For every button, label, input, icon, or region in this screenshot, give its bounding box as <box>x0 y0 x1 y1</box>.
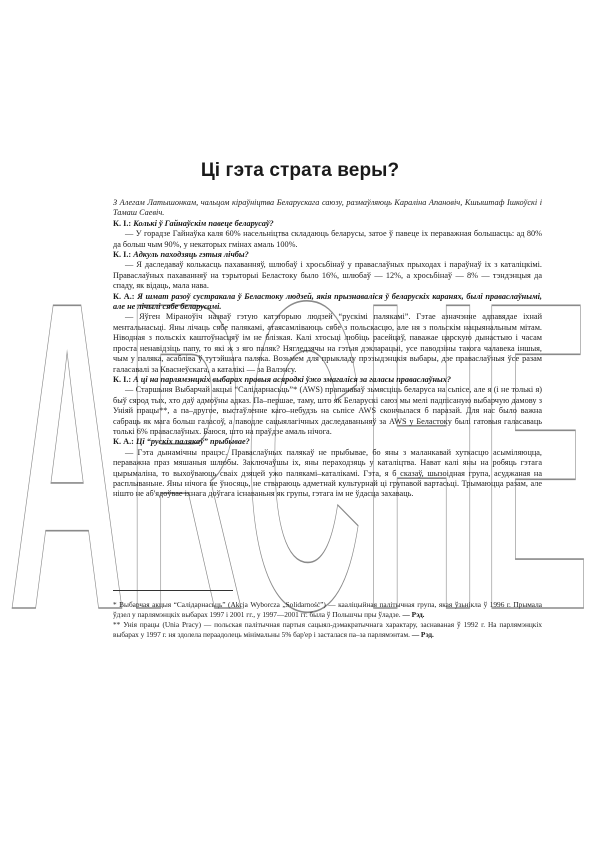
question-text: Ці “рускіх палякаў” прыбывае? <box>135 437 250 447</box>
answer-1: — У горадзе Гайнаўка каля 60% насельніцтва складаюць беларусы, затое ў павеце іх пераважная большасць: ад 80% да больш чым 90%, у некаторых гмінах амаль 100%. <box>113 229 542 249</box>
question-5 <box>113 437 542 447</box>
question-2 <box>113 250 542 260</box>
question-4 <box>113 375 542 385</box>
speaker: К. А.: <box>113 437 134 447</box>
answer-3: — Яўген Міраноўіч назваў гэтую катэгорыю людзей “рускімі палякамі”. Гэтае азначэнне адпавядае іхнай ментальнасьці. Яны лічаць сябе палякамі, атаясамліваюць сябе з польскасцю, але ня з польскім нацыянальным мітам. Ніводная з польскіх каштоўнасцяў ім не блізкая. Калі хтосьці любіць расейцаў, паважае царскую дынастыю і часам проста ненавідзіць папу, то які ж з яго паляк? Нягледзячы на гэтыя дэкларацыі, усе паводзіны такога чалавека іншыя, чым у паляка, асабліва ў тутэйшага паляка. Возьмем для прыкладу прэзыдэнцкія выбары, дзе праваслаўныя ўсе разам галасавалі за Кваснеўскага, а каталікі — за Валэнсу. <box>113 312 542 374</box>
question-text: А ці на парлямэнцкіх выбарах правыя асяродкі ўжо змагаліся за галасы праваслаўных? <box>133 374 452 384</box>
question-text: Адкуль паходзяць гэтыя лічбы? <box>133 250 249 260</box>
article-title: Ці гэта страта веры? <box>200 160 400 181</box>
question-text: Колькі ў Гайнаўскім павеце беларусаў? <box>133 218 274 228</box>
question-3 <box>113 292 542 313</box>
speaker: К. І.: <box>113 374 132 384</box>
question-1 <box>113 219 542 229</box>
editor-signature: — Рэд. <box>402 609 425 619</box>
speaker: К. А.: <box>113 291 135 301</box>
editor-signature: — Рэд. <box>411 629 434 639</box>
answer-2: — Я даследаваў колькасць пахаванняў, шлюбаў і хросьбінаў у праваслаўных прыходах і параўнаў іх з каталіцкімі. Праваслаўных пахаванняў на тэрыторыі Беластоку было 16%, шлюбаў — 12%, а хросьбінаў — 8% — тэндэнцыя да спаду, як відаць, мала нава. <box>113 260 542 291</box>
article-body <box>113 198 542 500</box>
speaker: К. І.: <box>113 250 132 260</box>
answer-5: — Гэта дынамічны працэс. Праваслаўных палякаў не прыбывае, бо яны з маланкавай хуткасцю асыміляюцца, пераважна праз мяшаныя шлюбы. Заключаўшы іх, яны пераходзяць у каталіцтва. Нават калі яны на робяць гэтага цырымаліна, то выхоўваюць сваіх дзяцей ужо палякамі–каталікамі. Гэта, я б сказаў, шызоідная група, асуджаная на расплываньне. Яны нічога не ўносяць, не ствараюць адметнай культурнай ці групавой вартасьці. Трымаюцца разам, але нішто не аб'ядоўвае іхнага доўгага існаваньня як групы, гэтага ім не ўдасца захаваць. <box>113 447 542 499</box>
question-text: Я шмат разоў сустракала ў Беластоку людзей, якія прызнаваліся ў беларускіх каранях, былі праваслаўнымі, але не лічылі сябе беларусамі. <box>113 291 542 312</box>
answer-4: — Старшыня Выбарчай акцыі “Салідарнасьць”* (AWS) прапанаваў зьмясціць беларуса на сьпісе, але я (і не толькі я) быў сярод тых, хто даў адмоўны адказ. Па–першае, таму, што як Беларускі саюз мы мелі падпісаную выбарчую дамову з Уніяй працы**, а па–другое, выстаўленне каго–небудзь на сьпісе AWS скончылася б паразай. Для нас было важна сабраць як мага больш галасоў, а паводле сацыялагічных даследаваньняў за AWS у Беластоку былі гатовыя галасаваць толькі 6% праваслаўных. Баюся, што на праўдзе амаль нічога. <box>113 385 542 436</box>
footnote-divider <box>113 590 233 591</box>
footnote-1: * Выбарчая акцыя “Салідарнасьць” (Akcja Wyborcza „Solidarność”) — кааліцыйная палітычная група, якая ўзьнікла ў 1996 г. Прымала ўдзел у парлямэнцкіх выбарах 1997 і 2001 гг., у 1997—2001 гг. была ў Польшчы пры ўладзе. — Рэд. <box>113 600 542 619</box>
article-intro: З Алегам Латышонкам, чальцом кіраўніцтва Беларускага саюзу, размаўляюць Караліна Апановіч, Кшыштаф Ішкоўскі і Тамаш Саевіч. <box>113 198 542 218</box>
footnote-2: ** Унія працы (Unia Pracy) — польская палітычная партыя сацыял-дэмакратычнага характару, заснаваная ў 1992 г. На парлямэнцкіх выбарах у 1997 г. ня здолела пераадолець мінімальны 5% бар'ер і засталася па–за парлямэнтам. — Рэд. <box>113 620 542 639</box>
watermark-text: ARCHE <box>8 211 590 702</box>
footnotes <box>113 590 542 640</box>
speaker: К. І.: <box>113 218 132 228</box>
